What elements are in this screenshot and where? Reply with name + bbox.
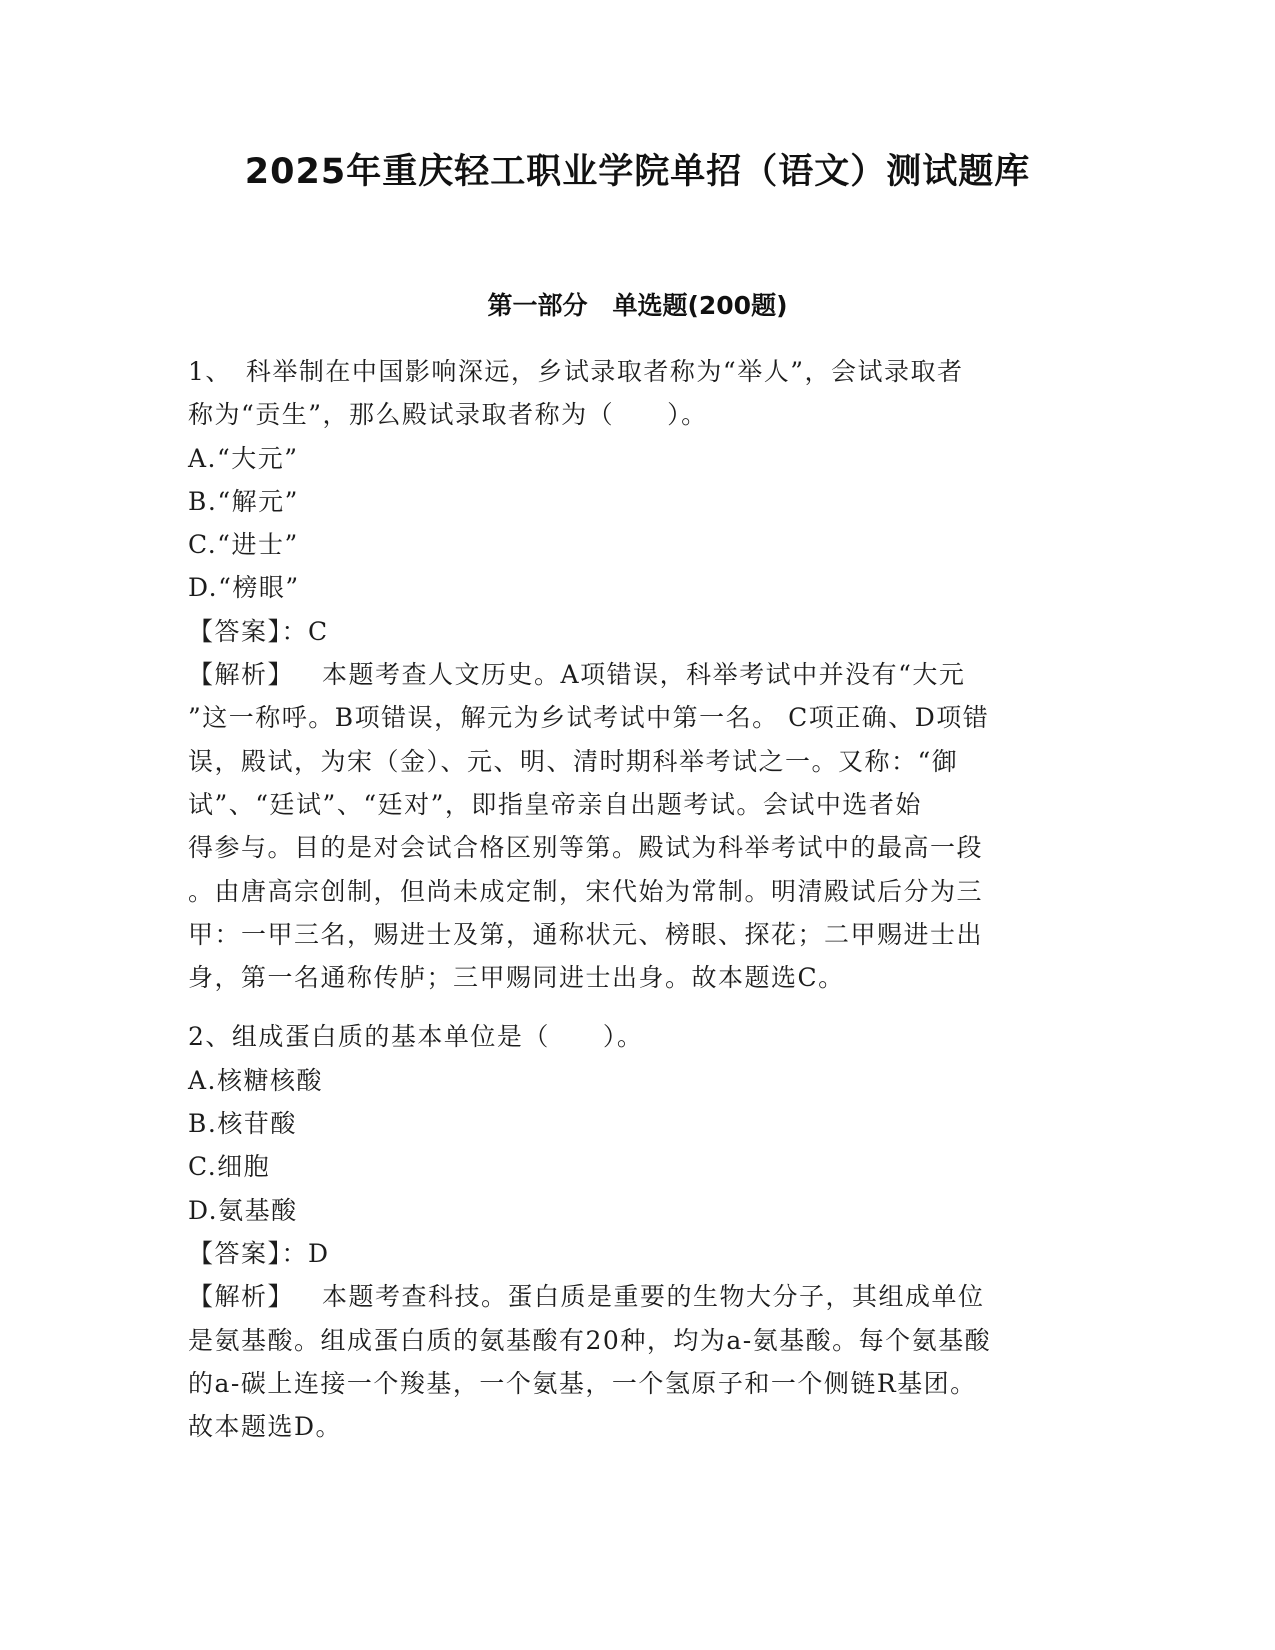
- option-a: A.“大元”: [188, 443, 299, 473]
- option-b: B.“解元”: [188, 486, 299, 516]
- analysis-line: 试”、“廷试”、“廷对”，即指皇帝亲自出题考试。会试中选者始: [188, 789, 922, 819]
- option-c: C.“进士”: [188, 530, 299, 560]
- answer-label: 【答案】：: [188, 616, 309, 646]
- option-d: D.“榜眼”: [188, 573, 300, 603]
- analysis-text: 本题考查人文历史。A项错误，科举考试中并没有“大元: [322, 660, 966, 690]
- analysis-line: 得参与。目的是对会试合格区别等第。殿试为科举考试中的最高一段: [188, 833, 984, 863]
- answer-value: C: [308, 616, 329, 646]
- question-list: [188, 350, 1088, 1448]
- option-b: B.核苷酸: [188, 1109, 297, 1139]
- option-d: D.氨基酸: [188, 1195, 298, 1225]
- document-title: 2025年重庆轻工职业学院单招（语文）测试题库: [244, 152, 1031, 192]
- analysis-line: [188, 653, 1088, 696]
- answer-line: [188, 1232, 1088, 1275]
- option-a: A.核糖核酸: [188, 1065, 324, 1095]
- analysis-line: 甲：一甲三名，赐进士及第，通称状元、榜眼、探花；二甲赐进士出: [188, 919, 984, 949]
- analysis-line: ”这一称呼。B项错误，解元为乡试考试中第一名。 C项正确、D项错: [188, 703, 990, 733]
- analysis-line: 的a-碳上连接一个羧基，一个氨基，一个氢原子和一个侧链R基团。: [188, 1368, 977, 1398]
- question-stem-line: 称为“贡生”，那么殿试录取者称为（ ）。: [188, 400, 708, 430]
- analysis-line: 。由唐高宗创制，但尚未成定制，宋代始为常制。明清殿试后分为三: [188, 876, 984, 906]
- question-stem-line: 1、 科举制在中国影响深远，乡试录取者称为“举人”，会试录取者: [188, 357, 964, 386]
- analysis-line: 是氨基酸。组成蛋白质的氨基酸有20种，均为a-氨基酸。每个氨基酸: [188, 1325, 992, 1355]
- question-2: [188, 1015, 1088, 1448]
- answer-line: [188, 610, 1088, 653]
- analysis-line: 误，殿试，为宋（金）、元、明、清时期科举考试之一。又称：“御: [188, 746, 959, 776]
- analysis-line: 故本题选D。: [188, 1412, 343, 1442]
- answer-value: D: [308, 1238, 330, 1268]
- analysis-text: 本题考查科技。蛋白质是重要的生物大分子，其组成单位: [322, 1282, 985, 1312]
- analysis-line: [188, 1275, 1088, 1318]
- analysis-label: 【解析】: [188, 1282, 295, 1312]
- question-stem-line: 2、组成蛋白质的基本单位是（ ）。: [188, 1022, 644, 1052]
- analysis-label: 【解析】: [188, 660, 295, 690]
- section-title: 第一部分 单选题(200题): [487, 291, 788, 320]
- option-c: C.细胞: [188, 1152, 271, 1182]
- answer-label: 【答案】：: [188, 1238, 309, 1268]
- question-1: [188, 350, 1088, 999]
- analysis-line: 身，第一名通称传胪；三甲赐同进士出身。故本题选C。: [188, 963, 845, 993]
